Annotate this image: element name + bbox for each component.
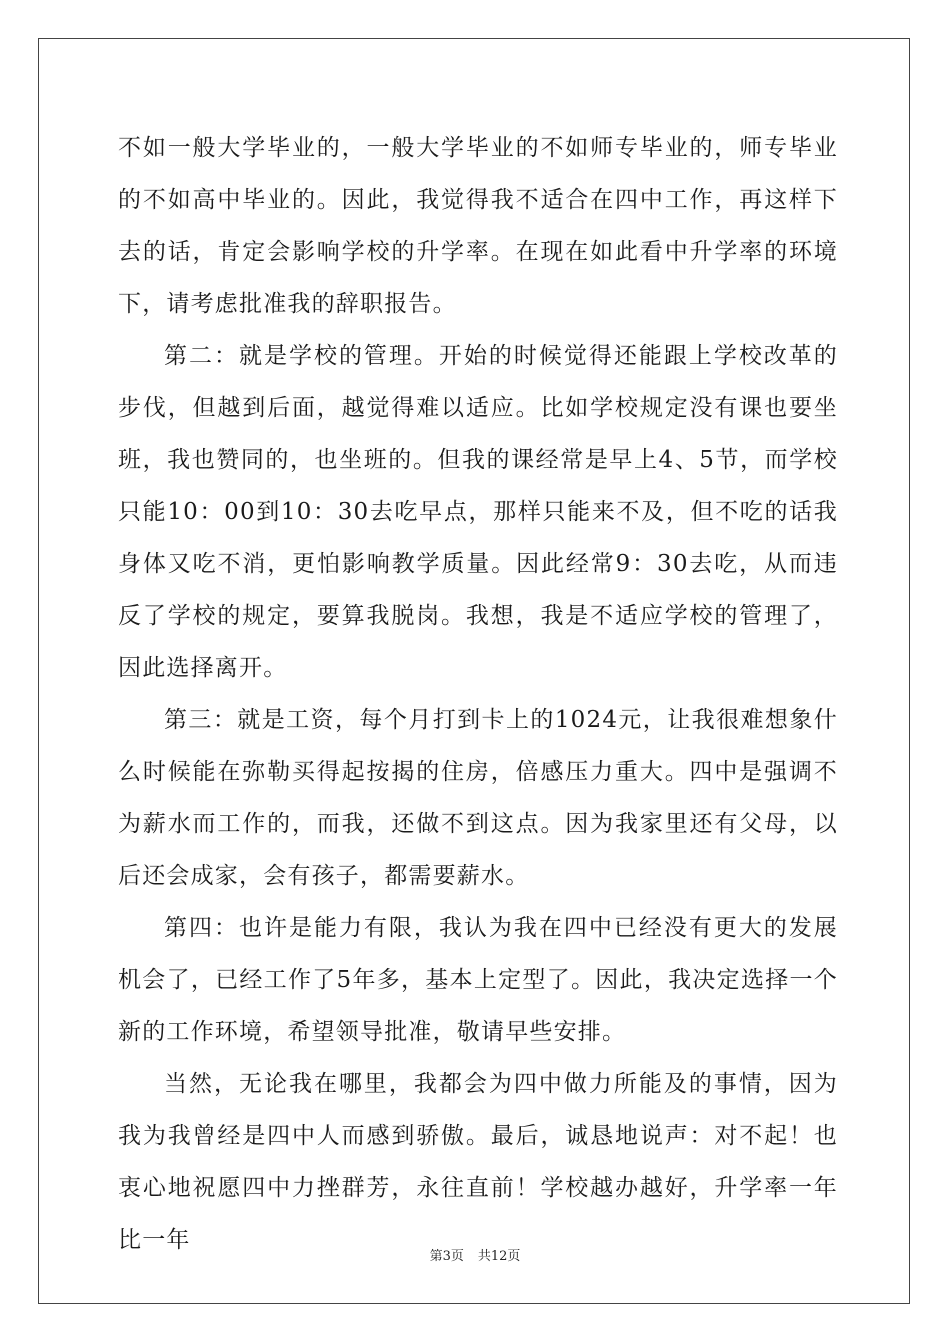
paragraph-third-reason: 第三：就是工资，每个月打到卡上的1024元，让我很难想象什么时候能在弥勒买得起按揭的住房，倍感压力重大。四中是强调不为薪水而工作的，而我，还做不到这点。因为我家里还有父母，以后还会成家，会有孩子，都需要薪水。 <box>118 707 838 889</box>
paragraph-fourth-reason: 第四：也许是能力有限，我认为我在四中已经没有更大的发展机会了，已经工作了5年多，基本上定型了。因此，我决定选择一个新的工作环境，希望领导批准，敬请早些安排。 <box>118 915 838 1045</box>
page-number: 第3页 <box>429 1249 464 1264</box>
page-footer <box>0 1249 950 1265</box>
page-total: 共12页 <box>477 1249 521 1264</box>
document-body <box>118 122 838 1266</box>
paragraph-continuation: 不如一般大学毕业的，一般大学毕业的不如师专毕业的，师专毕业的不如高中毕业的。因此，我觉得我不适合在四中工作，再这样下去的话，肯定会影响学校的升学率。在现在如此看中升学率的环境下，请考虑批准我的辞职报告。 <box>118 135 838 317</box>
paragraph-closing: 当然，无论我在哪里，我都会为四中做力所能及的事情，因为我为我曾经是四中人而感到骄傲。最后，诚恳地说声：对不起！也衷心地祝愿四中力挫群芳，永往直前！学校越办越好，升学率一年比一年 <box>118 1071 838 1253</box>
paragraph-second-reason: 第二：就是学校的管理。开始的时候觉得还能跟上学校改革的步伐，但越到后面，越觉得难以适应。比如学校规定没有课也要坐班，我也赞同的，也坐班的。但我的课经常是早上4、5节，而学校只能10：00到10：30去吃早点，那样只能来不及，但不吃的话我身体又吃不消，更怕影响教学质量。因此经常9：30去吃，从而违反了学校的规定，要算我脱岗。我想，我是不适应学校的管理了，因此选择离开。 <box>118 343 838 681</box>
